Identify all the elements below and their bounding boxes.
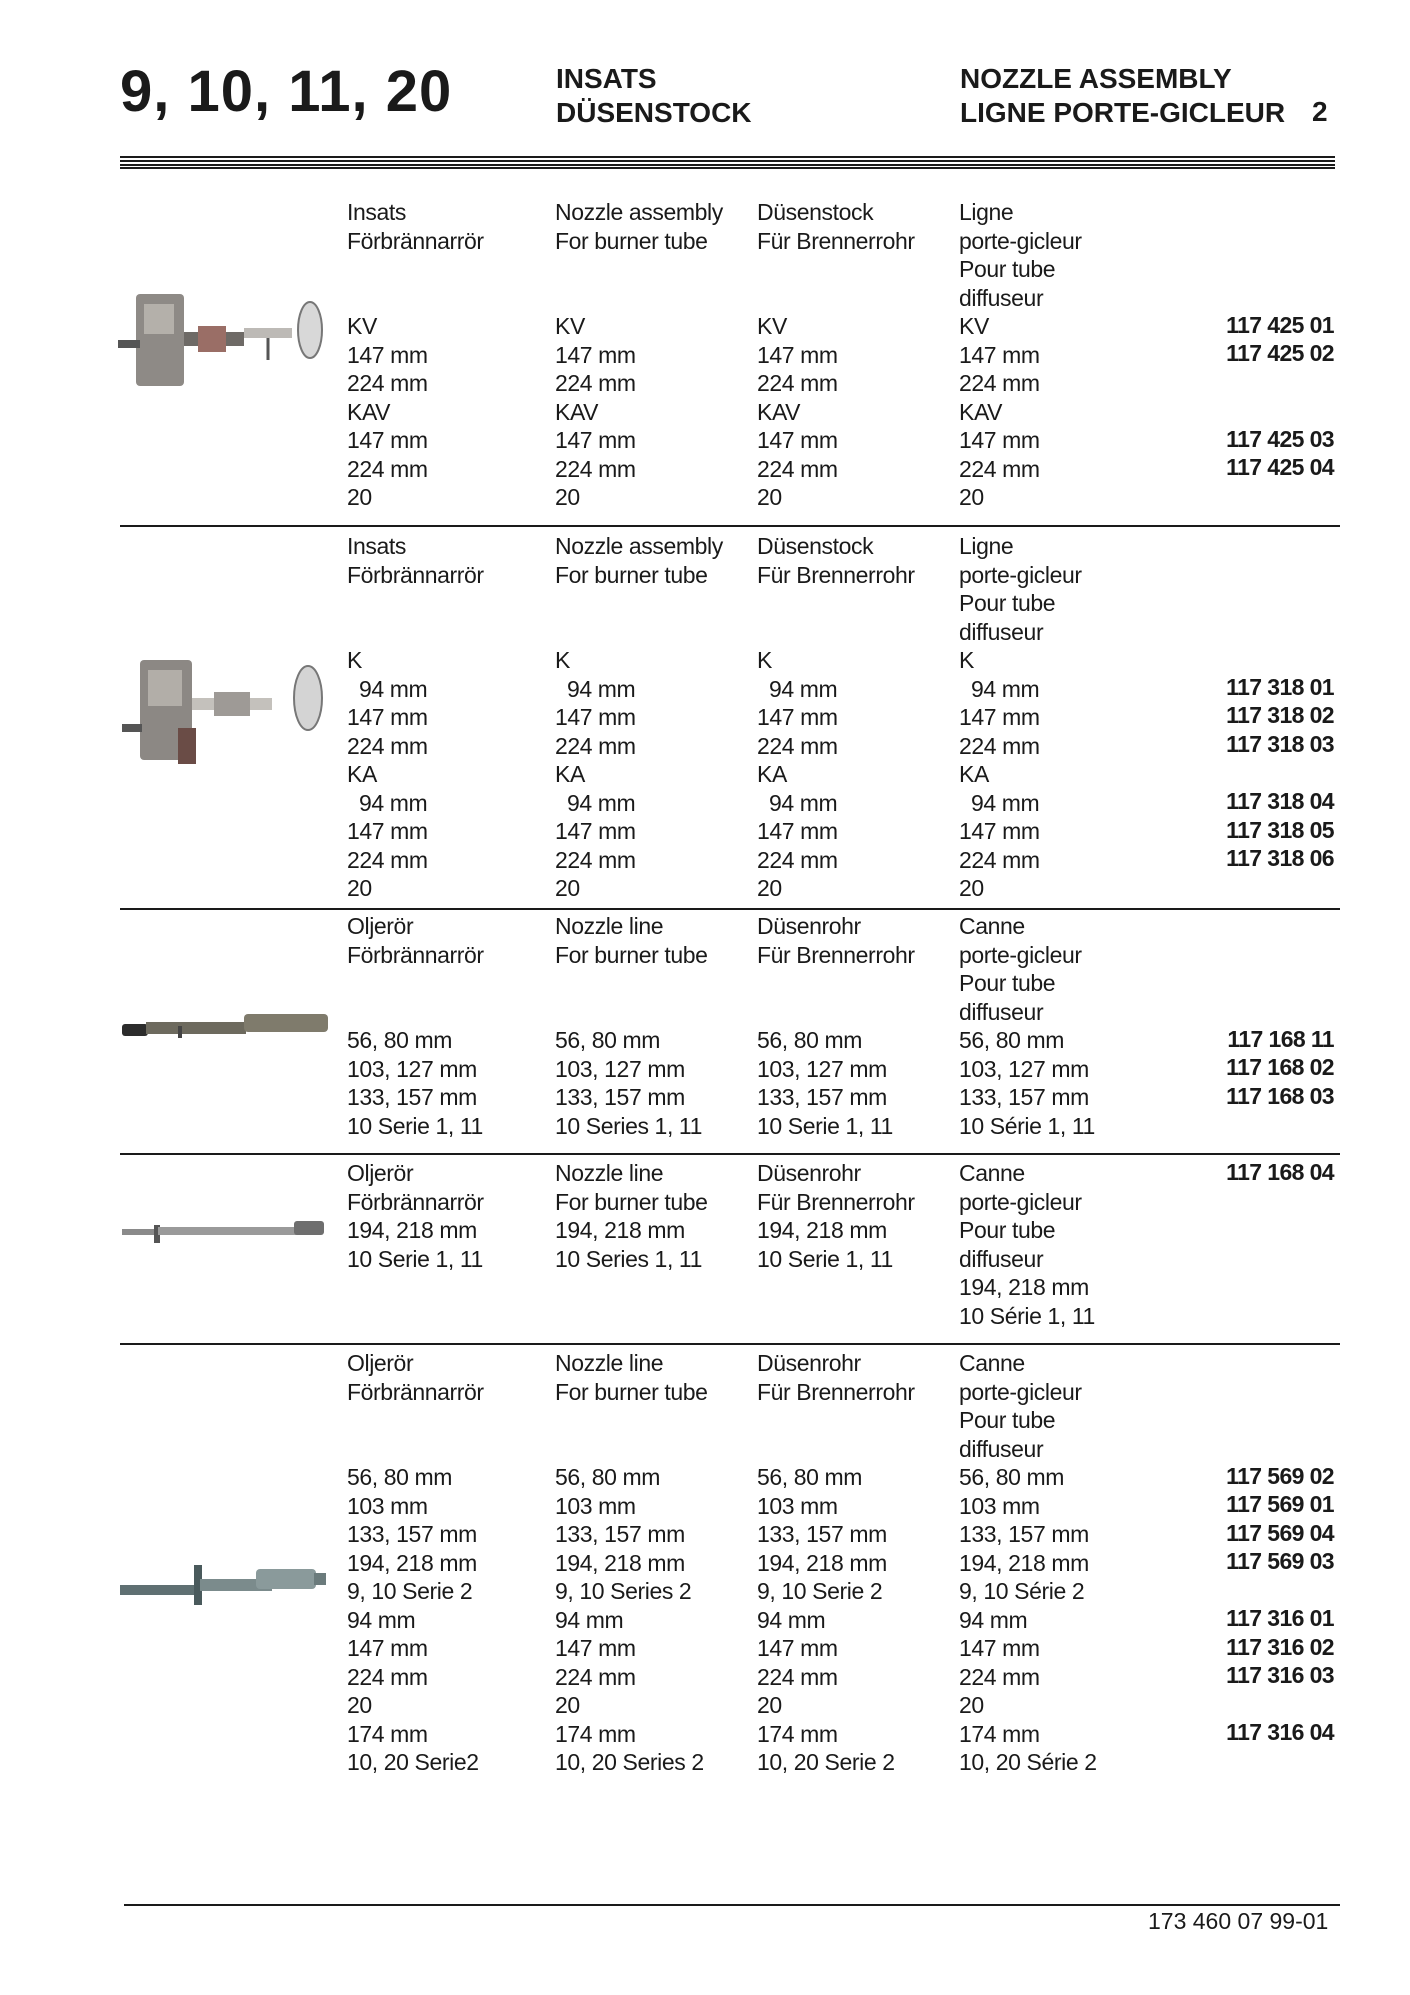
spec-line: 56, 80 mm <box>757 1027 863 1053</box>
spec-line: 103, 127 mm <box>347 1055 477 1082</box>
nozzle-assembly-k-image <box>118 654 338 774</box>
spec-line: diffuseur <box>959 618 1044 645</box>
column-german <box>757 1349 915 1777</box>
spec-line: KV <box>347 313 377 339</box>
spec-line: 56, 80 mm <box>959 1027 1065 1053</box>
spec-line: K <box>959 647 974 673</box>
spec-line <box>555 1406 708 1435</box>
spec-line: 133, 157 mm <box>347 1521 477 1547</box>
spec-line: For burner tube <box>555 561 708 588</box>
part-number: 117 569 01 <box>1226 1491 1334 1517</box>
title-swedish: INSATS <box>556 63 657 94</box>
spec-line <box>555 1435 708 1464</box>
spec-line: 147 mm <box>959 1635 1040 1661</box>
spec-line: 147 mm <box>347 427 428 453</box>
spec-line: Insats <box>347 533 406 559</box>
part-number: 117 168 04 <box>1226 1159 1334 1185</box>
spec-line: 174 mm <box>347 1720 428 1747</box>
spec-line: 224 mm <box>347 732 428 759</box>
part-number: 117 316 04 <box>1226 1719 1334 1745</box>
spec-line: 224 mm <box>757 455 838 482</box>
spec-line: 56, 80 mm <box>347 1027 453 1053</box>
spec-line: 103, 127 mm <box>555 1055 685 1082</box>
spec-line: For burner tube <box>555 1188 708 1215</box>
spec-line: 10 Série 1, 11 <box>959 1302 1095 1329</box>
spec-line: 194, 218 mm <box>959 1549 1089 1576</box>
spec-line: For burner tube <box>555 1378 708 1405</box>
spec-line: Canne <box>959 1350 1025 1376</box>
spec-line: 224 mm <box>959 370 1040 396</box>
spec-line <box>757 284 915 313</box>
spec-line: 194, 218 mm <box>347 1217 477 1243</box>
spec-line: KA <box>347 761 377 787</box>
spec-line: 94 mm <box>757 1606 826 1633</box>
spec-line: Nozzle line <box>555 913 664 939</box>
spec-line: 147 mm <box>347 341 428 368</box>
spec-line: 174 mm <box>959 1720 1040 1747</box>
section-divider <box>120 525 1340 527</box>
spec-line: Pour tube <box>959 1217 1056 1243</box>
spec-line: K <box>757 647 772 673</box>
spec-line: 94 mm <box>347 1606 416 1633</box>
part-number: 117 316 02 <box>1226 1634 1334 1660</box>
spec-line: 56, 80 mm <box>555 1464 661 1490</box>
column-german <box>757 198 915 512</box>
column-french <box>959 1159 1095 1330</box>
spec-line: For burner tube <box>555 941 708 968</box>
spec-line: Ligne <box>959 199 1014 225</box>
spec-line: 56, 80 mm <box>757 1464 863 1490</box>
spec-line: KV <box>959 313 989 339</box>
spec-line: 133, 157 mm <box>959 1084 1089 1110</box>
column-german <box>757 1159 915 1273</box>
footer-rule <box>124 1904 1340 1906</box>
spec-line: 94 mm <box>757 789 838 816</box>
spec-line <box>347 1406 484 1435</box>
spec-line: KA <box>959 761 989 787</box>
spec-line: 94 mm <box>959 675 1040 702</box>
spec-line: 224 mm <box>555 1663 636 1690</box>
part-number: 117 318 03 <box>1226 731 1334 757</box>
spec-line: 10 Serie 1, 11 <box>347 1112 483 1139</box>
column-french <box>959 198 1082 512</box>
spec-line: porte-gicleur <box>959 1188 1082 1215</box>
part-number: 117 425 04 <box>1226 454 1334 480</box>
spec-line: 10, 20 Série 2 <box>959 1749 1097 1775</box>
spec-line: Insats <box>347 199 406 225</box>
spec-line: 103 mm <box>347 1492 428 1519</box>
spec-line: Düsenrohr <box>757 1160 861 1186</box>
part-number: 117 425 01 <box>1226 312 1334 338</box>
spec-line: 133, 157 mm <box>757 1521 887 1547</box>
spec-line: porte-gicleur <box>959 1378 1082 1405</box>
spec-line: 20 <box>347 484 372 510</box>
spec-line: 56, 80 mm <box>959 1464 1065 1490</box>
spec-line: 174 mm <box>757 1720 838 1747</box>
column-german <box>757 912 915 1140</box>
spec-line: Nozzle line <box>555 1350 664 1376</box>
column-german <box>757 532 915 903</box>
spec-line: 10 Série 1, 11 <box>959 1112 1095 1139</box>
section-divider <box>120 908 1340 910</box>
spec-line: 103 mm <box>959 1492 1040 1519</box>
spec-line <box>555 998 708 1027</box>
part-number: 117 425 02 <box>1226 340 1334 366</box>
spec-line: 224 mm <box>757 732 838 759</box>
spec-line: 103 mm <box>555 1492 636 1519</box>
document-number: 173 460 07 99-01 <box>1148 1908 1329 1934</box>
spec-line: 147 mm <box>959 427 1040 453</box>
nozzle-assembly-kv-image <box>118 282 338 402</box>
spec-line: 20 <box>959 1692 984 1718</box>
spec-line: 147 mm <box>555 704 636 730</box>
column-swedish <box>347 1159 484 1273</box>
spec-line: 20 <box>347 875 372 901</box>
spec-line: KAV <box>347 398 391 425</box>
spec-line: Oljerör <box>347 1350 414 1376</box>
spec-line: 224 mm <box>959 732 1040 759</box>
spec-line: 10 Series 1, 11 <box>555 1245 703 1272</box>
column-swedish <box>347 1349 484 1777</box>
spec-line: 20 <box>757 1692 782 1718</box>
spec-line: 147 mm <box>757 341 838 368</box>
spec-line: 10, 20 Series 2 <box>555 1749 704 1775</box>
spec-line: 94 mm <box>347 789 428 816</box>
spec-line: porte-gicleur <box>959 227 1082 254</box>
spec-line: 94 mm <box>555 1606 624 1633</box>
spec-line: 10, 20 Serie 2 <box>757 1749 895 1775</box>
spec-line <box>555 255 723 284</box>
nozzle-line-long-image <box>118 1209 338 1249</box>
spec-line: 224 mm <box>757 370 838 396</box>
spec-line <box>757 589 915 618</box>
spec-line: 9, 10 Serie 2 <box>347 1578 473 1604</box>
spec-line: 147 mm <box>959 704 1040 730</box>
spec-line: diffuseur <box>959 998 1044 1025</box>
spec-line: 103 mm <box>757 1492 838 1519</box>
column-swedish <box>347 198 484 512</box>
spec-line: 194, 218 mm <box>555 1549 685 1576</box>
spec-line: 133, 157 mm <box>555 1084 685 1110</box>
spec-line: 20 <box>555 1692 580 1718</box>
spec-line: 9, 10 Serie 2 <box>757 1578 883 1604</box>
spec-line: diffuseur <box>959 1435 1044 1462</box>
spec-line: 194, 218 mm <box>757 1549 887 1576</box>
spec-line: Für Brennerrohr <box>757 941 915 968</box>
spec-line: Für Brennerrohr <box>757 561 915 588</box>
spec-line: 147 mm <box>959 818 1040 844</box>
column-english <box>555 198 723 512</box>
part-number: 117 168 11 <box>1227 1026 1334 1052</box>
spec-line: 94 mm <box>959 789 1040 816</box>
spec-line: 133, 157 mm <box>959 1521 1089 1547</box>
part-number: 117 318 05 <box>1226 817 1334 843</box>
spec-line: K <box>347 647 362 673</box>
spec-line: 20 <box>757 484 782 510</box>
spec-line: 94 mm <box>555 789 636 816</box>
spec-line: Ligne <box>959 533 1014 559</box>
spec-line: Pour tube <box>959 590 1056 616</box>
spec-line: 224 mm <box>757 846 838 873</box>
spec-line: porte-gicleur <box>959 561 1082 588</box>
spec-line: Nozzle line <box>555 1160 664 1186</box>
column-french <box>959 1349 1097 1777</box>
spec-line: 9, 10 Série 2 <box>959 1578 1085 1604</box>
spec-line: 147 mm <box>757 818 838 844</box>
spec-line: Canne <box>959 1160 1025 1186</box>
spec-line: 103, 127 mm <box>959 1055 1089 1082</box>
title-german: DÜSENSTOCK <box>556 97 752 128</box>
spec-line: Für Brennerrohr <box>757 1188 915 1215</box>
spec-line: 224 mm <box>347 455 428 482</box>
spec-line: 147 mm <box>555 818 636 844</box>
spec-line: KA <box>757 761 787 787</box>
spec-line: 147 mm <box>347 704 428 730</box>
spec-line: 10 Serie 1, 11 <box>757 1112 893 1139</box>
column-french <box>959 912 1095 1140</box>
spec-line: 147 mm <box>347 1635 428 1661</box>
title-english: NOZZLE ASSEMBLY <box>960 63 1232 94</box>
spec-line <box>347 998 484 1027</box>
header-rule <box>120 167 1335 169</box>
part-number: 117 168 03 <box>1226 1083 1334 1109</box>
title-left <box>556 62 752 130</box>
column-english <box>555 912 708 1140</box>
spec-line: Düsenstock <box>757 533 874 559</box>
part-number: 117 569 02 <box>1226 1463 1334 1489</box>
spec-line <box>757 1406 915 1435</box>
column-french <box>959 532 1082 903</box>
spec-line: 224 mm <box>347 370 428 396</box>
spec-line: 94 mm <box>347 675 428 702</box>
section-divider <box>120 1153 1340 1155</box>
spec-line <box>347 1435 484 1464</box>
spec-line: diffuseur <box>959 1245 1044 1272</box>
spec-line: Oljerör <box>347 1160 414 1186</box>
spec-line: 224 mm <box>959 1663 1040 1690</box>
spec-line: Förbrännarrör <box>347 561 484 588</box>
spec-line <box>347 969 484 998</box>
section-divider <box>120 1343 1340 1345</box>
spec-line: 94 mm <box>757 675 838 702</box>
spec-line: 224 mm <box>347 846 428 873</box>
spec-line: Förbrännarrör <box>347 1188 484 1215</box>
spec-line: 20 <box>959 875 984 901</box>
spec-line: 94 mm <box>555 675 636 702</box>
part-number: 117 318 02 <box>1226 702 1334 728</box>
spec-line: KAV <box>555 398 599 425</box>
spec-line: 103, 127 mm <box>757 1055 887 1082</box>
spec-line <box>347 255 484 284</box>
spec-line: 224 mm <box>757 1663 838 1690</box>
column-swedish <box>347 532 484 903</box>
spec-line: 147 mm <box>555 341 636 368</box>
spec-line <box>555 969 708 998</box>
spec-line: 194, 218 mm <box>959 1274 1089 1300</box>
spec-line: K <box>555 647 570 673</box>
spec-line: 20 <box>555 484 580 510</box>
spec-line <box>555 589 723 618</box>
spec-line <box>757 255 915 284</box>
spec-line: 224 mm <box>959 846 1040 873</box>
spec-line <box>555 618 723 647</box>
spec-line: 147 mm <box>347 818 428 844</box>
spec-line: 224 mm <box>347 1663 428 1690</box>
spec-line: 224 mm <box>555 846 636 873</box>
spec-line: 147 mm <box>757 704 838 730</box>
spec-line <box>757 969 915 998</box>
part-number: 117 168 02 <box>1226 1054 1334 1080</box>
part-number: 117 569 04 <box>1226 1520 1334 1546</box>
spec-line: Für Brennerrohr <box>757 227 915 254</box>
part-number: 117 318 01 <box>1226 674 1334 700</box>
spec-line <box>555 284 723 313</box>
spec-line: KV <box>555 313 585 339</box>
column-english <box>555 532 723 903</box>
spec-line: KAV <box>959 398 1003 425</box>
spec-line: 147 mm <box>757 427 838 453</box>
spec-line: Förbrännarrör <box>347 1378 484 1405</box>
spec-line: 147 mm <box>959 341 1040 368</box>
spec-line: Düsenstock <box>757 199 874 225</box>
part-number: 117 425 03 <box>1226 426 1334 452</box>
spec-line <box>347 618 484 647</box>
spec-line: 9, 10 Series 2 <box>555 1578 692 1604</box>
spec-line: 194, 218 mm <box>757 1217 887 1243</box>
header-rule <box>120 156 1335 158</box>
spec-line: 147 mm <box>555 427 636 453</box>
spec-line: diffuseur <box>959 284 1044 311</box>
spec-line: KV <box>757 313 787 339</box>
spec-line <box>757 1435 915 1464</box>
spec-line: Pour tube <box>959 1407 1056 1433</box>
spec-line: 147 mm <box>555 1635 636 1661</box>
part-number: 117 318 04 <box>1226 788 1334 814</box>
spec-line: 133, 157 mm <box>757 1084 887 1110</box>
spec-line: Pour tube <box>959 256 1056 282</box>
spec-line: Förbrännarrör <box>347 941 484 968</box>
spec-line: Düsenrohr <box>757 913 861 939</box>
spec-line: 20 <box>555 875 580 901</box>
header-rule <box>120 164 1335 166</box>
spec-line: 147 mm <box>757 1635 838 1661</box>
spec-line <box>757 618 915 647</box>
spec-line: 224 mm <box>555 732 636 759</box>
spec-line: Oljerör <box>347 913 414 939</box>
spec-line: 10 Series 1, 11 <box>555 1112 703 1139</box>
page-number: 2 <box>1312 96 1328 127</box>
spec-line: 94 mm <box>959 1606 1028 1633</box>
spec-line: KAV <box>757 398 801 425</box>
spec-line: 224 mm <box>959 455 1040 482</box>
spec-line: For burner tube <box>555 227 708 254</box>
spec-line: 56, 80 mm <box>555 1027 661 1053</box>
spec-line: Düsenrohr <box>757 1350 861 1376</box>
spec-line: Nozzle assembly <box>555 199 723 225</box>
spec-line <box>347 284 484 313</box>
part-number: 117 569 03 <box>1226 1548 1334 1574</box>
spec-line: 133, 157 mm <box>347 1084 477 1110</box>
spec-line: 133, 157 mm <box>555 1521 685 1547</box>
spec-line: porte-gicleur <box>959 941 1082 968</box>
spec-line: 56, 80 mm <box>347 1464 453 1490</box>
spec-line: 194, 218 mm <box>347 1549 477 1576</box>
nozzle-line-short-image <box>118 1000 338 1050</box>
spec-line: Förbrännarrör <box>347 227 484 254</box>
spec-line: 10, 20 Serie2 <box>347 1749 479 1775</box>
spec-line: 20 <box>959 484 984 510</box>
header-rule <box>120 160 1335 162</box>
spec-line: Nozzle assembly <box>555 533 723 559</box>
spec-line <box>757 998 915 1027</box>
title-right <box>960 62 1285 130</box>
spec-line: 194, 218 mm <box>555 1217 685 1243</box>
column-english <box>555 1159 708 1273</box>
spec-line: 10 Serie 1, 11 <box>347 1245 483 1272</box>
nozzle-line-series2-image <box>118 1547 338 1617</box>
title-french: LIGNE PORTE-GICLEUR <box>960 97 1286 128</box>
spec-line: 224 mm <box>555 370 636 396</box>
spec-line <box>347 589 484 618</box>
model-numbers: 9, 10, 11, 20 <box>120 59 453 124</box>
spec-line: 20 <box>757 875 782 901</box>
column-swedish <box>347 912 484 1140</box>
part-number: 117 318 06 <box>1226 845 1334 871</box>
part-number: 117 316 03 <box>1226 1662 1334 1688</box>
spec-line: KA <box>555 761 585 787</box>
spec-line: 10 Serie 1, 11 <box>757 1245 893 1272</box>
part-number: 117 316 01 <box>1226 1605 1334 1631</box>
spec-line: 20 <box>347 1692 372 1718</box>
spec-line: Für Brennerrohr <box>757 1378 915 1405</box>
spec-line: Pour tube <box>959 970 1056 996</box>
spec-line: 174 mm <box>555 1720 636 1747</box>
column-english <box>555 1349 708 1777</box>
spec-line: 224 mm <box>555 455 636 482</box>
spec-line: Canne <box>959 913 1025 939</box>
